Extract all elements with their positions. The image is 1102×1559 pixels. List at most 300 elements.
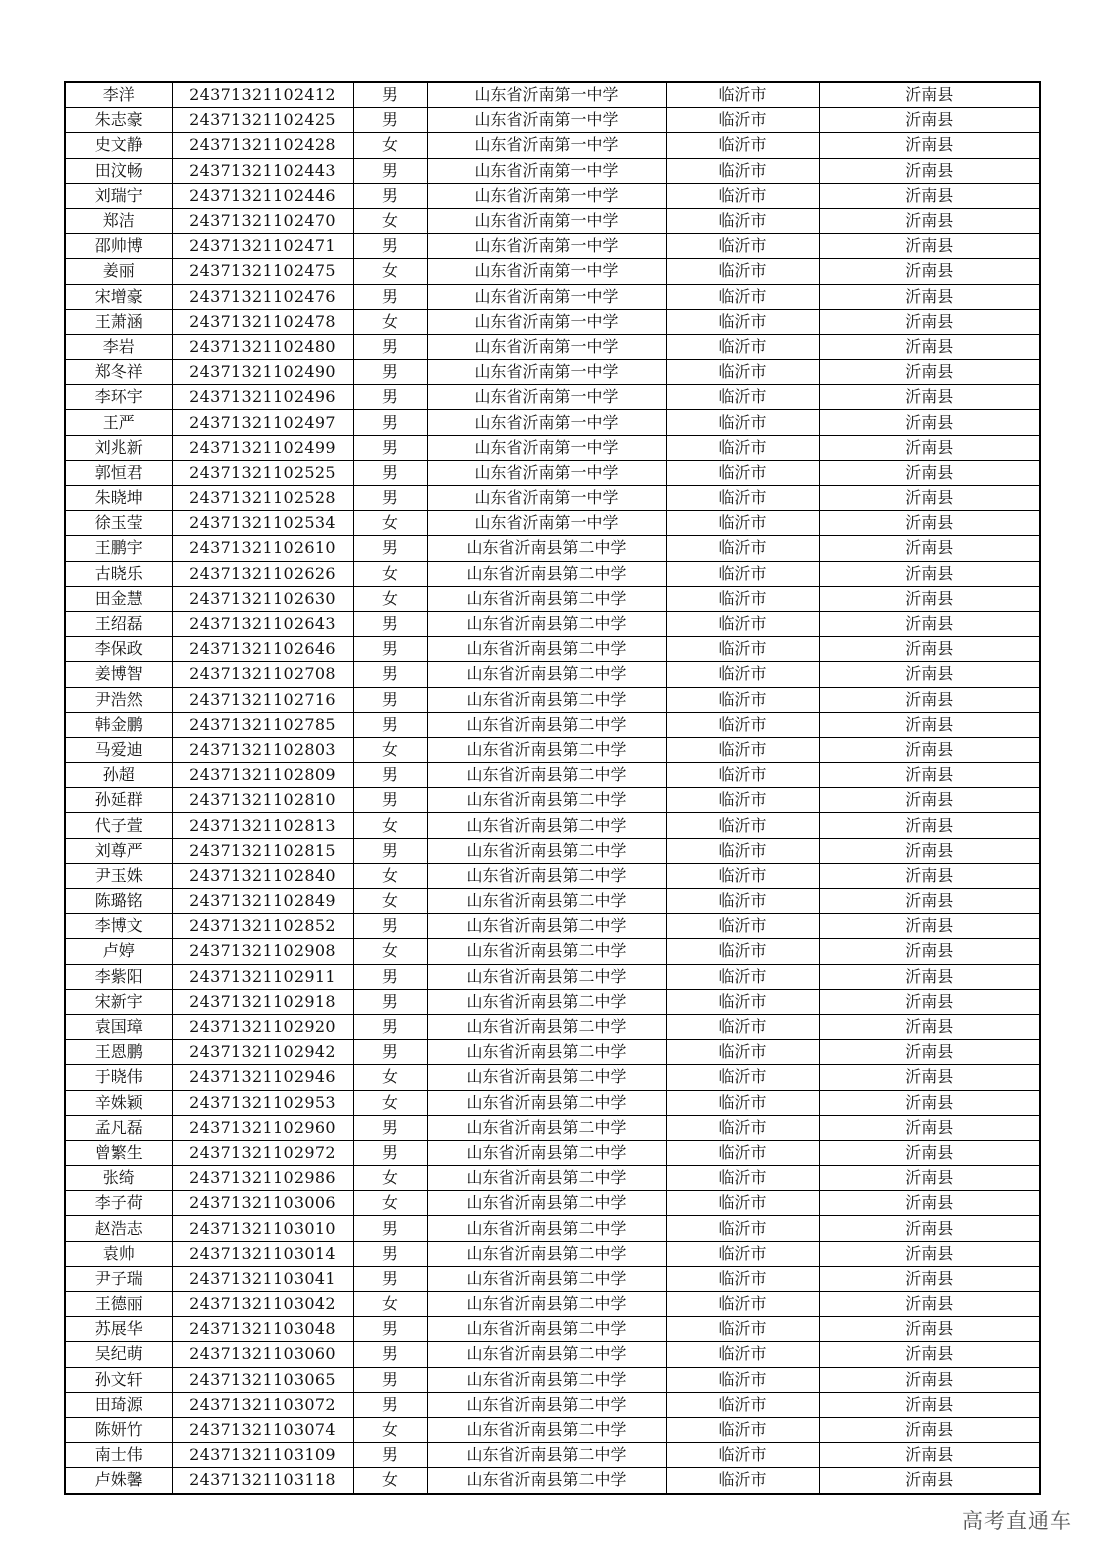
school-cell: 山东省沂南县第二中学 <box>427 1417 666 1442</box>
school-cell: 山东省沂南县第二中学 <box>427 838 666 863</box>
exam-id-cell: 24371321102443 <box>172 158 353 183</box>
school-cell: 山东省沂南县第二中学 <box>427 1241 666 1266</box>
school-cell: 山东省沂南县第二中学 <box>427 611 666 636</box>
name-cell: 王绍磊 <box>65 611 172 636</box>
school-cell: 山东省沂南县第二中学 <box>427 687 666 712</box>
school-cell: 山东省沂南县第二中学 <box>427 1140 666 1165</box>
gender-cell: 男 <box>353 410 427 435</box>
exam-id-cell: 24371321102813 <box>172 813 353 838</box>
table-row <box>65 1040 1040 1065</box>
school-cell: 山东省沂南县第二中学 <box>427 1317 666 1342</box>
county-cell: 沂南县 <box>819 964 1040 989</box>
exam-id-cell: 24371321102815 <box>172 838 353 863</box>
gender-cell: 男 <box>353 158 427 183</box>
gender-cell: 女 <box>353 1166 427 1191</box>
school-cell: 山东省沂南第一中学 <box>427 158 666 183</box>
exam-id-cell: 24371321102412 <box>172 82 353 108</box>
gender-cell: 女 <box>353 1065 427 1090</box>
city-cell: 临沂市 <box>666 712 819 737</box>
city-cell: 临沂市 <box>666 611 819 636</box>
city-cell: 临沂市 <box>666 1090 819 1115</box>
city-cell: 临沂市 <box>666 914 819 939</box>
gender-cell: 女 <box>353 939 427 964</box>
city-cell: 临沂市 <box>666 1065 819 1090</box>
county-cell: 沂南县 <box>819 1216 1040 1241</box>
table-row <box>65 788 1040 813</box>
county-cell: 沂南县 <box>819 763 1040 788</box>
name-cell: 孙延群 <box>65 788 172 813</box>
exam-id-cell: 24371321102716 <box>172 687 353 712</box>
county-cell: 沂南县 <box>819 1342 1040 1367</box>
table-row <box>65 183 1040 208</box>
city-cell: 临沂市 <box>666 1317 819 1342</box>
school-cell: 山东省沂南县第二中学 <box>427 1115 666 1140</box>
gender-cell: 男 <box>353 360 427 385</box>
county-cell: 沂南县 <box>819 234 1040 259</box>
city-cell: 临沂市 <box>666 561 819 586</box>
exam-id-cell: 24371321103042 <box>172 1292 353 1317</box>
gender-cell: 男 <box>353 838 427 863</box>
school-cell: 山东省沂南县第二中学 <box>427 863 666 888</box>
exam-id-cell: 24371321102810 <box>172 788 353 813</box>
county-cell: 沂南县 <box>819 989 1040 1014</box>
name-cell: 郑洁 <box>65 208 172 233</box>
city-cell: 临沂市 <box>666 1166 819 1191</box>
city-cell: 临沂市 <box>666 334 819 359</box>
school-cell: 山东省沂南第一中学 <box>427 183 666 208</box>
name-cell: 张绮 <box>65 1166 172 1191</box>
name-cell: 苏展华 <box>65 1317 172 1342</box>
county-cell: 沂南县 <box>819 561 1040 586</box>
gender-cell: 女 <box>353 813 427 838</box>
city-cell: 临沂市 <box>666 1115 819 1140</box>
table-row <box>65 309 1040 334</box>
city-cell: 临沂市 <box>666 1468 819 1494</box>
city-cell: 临沂市 <box>666 637 819 662</box>
table-row <box>65 1191 1040 1216</box>
name-cell: 姜丽 <box>65 259 172 284</box>
name-cell: 于晓伟 <box>65 1065 172 1090</box>
exam-id-cell: 24371321102785 <box>172 712 353 737</box>
exam-id-cell: 24371321103014 <box>172 1241 353 1266</box>
city-cell: 临沂市 <box>666 1191 819 1216</box>
table-row <box>65 1367 1040 1392</box>
exam-id-cell: 24371321103006 <box>172 1191 353 1216</box>
city-cell: 临沂市 <box>666 788 819 813</box>
gender-cell: 男 <box>353 1140 427 1165</box>
exam-id-cell: 24371321102497 <box>172 410 353 435</box>
gender-cell: 男 <box>353 611 427 636</box>
school-cell: 山东省沂南县第二中学 <box>427 737 666 762</box>
school-cell: 山东省沂南县第二中学 <box>427 914 666 939</box>
table-row <box>65 259 1040 284</box>
name-cell: 宋新宇 <box>65 989 172 1014</box>
exam-id-cell: 24371321102528 <box>172 486 353 511</box>
county-cell: 沂南县 <box>819 687 1040 712</box>
table-row <box>65 611 1040 636</box>
exam-id-cell: 24371321102708 <box>172 662 353 687</box>
exam-id-cell: 24371321102610 <box>172 536 353 561</box>
exam-id-cell: 24371321102534 <box>172 511 353 536</box>
gender-cell: 女 <box>353 1292 427 1317</box>
city-cell: 临沂市 <box>666 410 819 435</box>
county-cell: 沂南县 <box>819 889 1040 914</box>
name-cell: 田汶畅 <box>65 158 172 183</box>
gender-cell: 男 <box>353 385 427 410</box>
name-cell: 徐玉莹 <box>65 511 172 536</box>
exam-id-cell: 24371321102918 <box>172 989 353 1014</box>
table-row <box>65 82 1040 108</box>
school-cell: 山东省沂南县第二中学 <box>427 637 666 662</box>
city-cell: 临沂市 <box>666 460 819 485</box>
name-cell: 赵浩志 <box>65 1216 172 1241</box>
city-cell: 临沂市 <box>666 82 819 108</box>
table-row <box>65 1417 1040 1442</box>
county-cell: 沂南县 <box>819 486 1040 511</box>
gender-cell: 女 <box>353 208 427 233</box>
county-cell: 沂南县 <box>819 1367 1040 1392</box>
table-row <box>65 284 1040 309</box>
name-cell: 朱志豪 <box>65 108 172 133</box>
city-cell: 临沂市 <box>666 989 819 1014</box>
name-cell: 李洋 <box>65 82 172 108</box>
school-cell: 山东省沂南县第二中学 <box>427 1166 666 1191</box>
city-cell: 临沂市 <box>666 586 819 611</box>
county-cell: 沂南县 <box>819 334 1040 359</box>
table-row <box>65 536 1040 561</box>
school-cell: 山东省沂南第一中学 <box>427 259 666 284</box>
name-cell: 李环宇 <box>65 385 172 410</box>
county-cell: 沂南县 <box>819 586 1040 611</box>
name-cell: 邵帅博 <box>65 234 172 259</box>
city-cell: 临沂市 <box>666 1216 819 1241</box>
school-cell: 山东省沂南县第二中学 <box>427 662 666 687</box>
table-row <box>65 108 1040 133</box>
county-cell: 沂南县 <box>819 309 1040 334</box>
exam-id-cell: 24371321103041 <box>172 1266 353 1291</box>
name-cell: 马爱迪 <box>65 737 172 762</box>
student-roster-table <box>64 81 1041 1495</box>
city-cell: 临沂市 <box>666 133 819 158</box>
name-cell: 李博文 <box>65 914 172 939</box>
name-cell: 南士伟 <box>65 1443 172 1468</box>
school-cell: 山东省沂南第一中学 <box>427 334 666 359</box>
city-cell: 临沂市 <box>666 1241 819 1266</box>
name-cell: 王鹏宇 <box>65 536 172 561</box>
county-cell: 沂南县 <box>819 1241 1040 1266</box>
school-cell: 山东省沂南县第二中学 <box>427 1443 666 1468</box>
name-cell: 郑冬祥 <box>65 360 172 385</box>
table-row <box>65 763 1040 788</box>
exam-id-cell: 24371321102480 <box>172 334 353 359</box>
school-cell: 山东省沂南县第二中学 <box>427 1292 666 1317</box>
school-cell: 山东省沂南第一中学 <box>427 133 666 158</box>
table-row <box>65 334 1040 359</box>
table-row <box>65 1392 1040 1417</box>
gender-cell: 女 <box>353 259 427 284</box>
county-cell: 沂南县 <box>819 611 1040 636</box>
exam-id-cell: 24371321102525 <box>172 460 353 485</box>
name-cell: 史文静 <box>65 133 172 158</box>
name-cell: 孟凡磊 <box>65 1115 172 1140</box>
school-cell: 山东省沂南县第二中学 <box>427 1392 666 1417</box>
school-cell: 山东省沂南县第二中学 <box>427 536 666 561</box>
county-cell: 沂南县 <box>819 1417 1040 1442</box>
table-row <box>65 486 1040 511</box>
table-row <box>65 1342 1040 1367</box>
exam-id-cell: 24371321103109 <box>172 1443 353 1468</box>
name-cell: 尹玉姝 <box>65 863 172 888</box>
exam-id-cell: 24371321102840 <box>172 863 353 888</box>
county-cell: 沂南县 <box>819 737 1040 762</box>
gender-cell: 女 <box>353 737 427 762</box>
gender-cell: 男 <box>353 1115 427 1140</box>
name-cell: 袁帅 <box>65 1241 172 1266</box>
table-row <box>65 939 1040 964</box>
exam-id-cell: 24371321102946 <box>172 1065 353 1090</box>
school-cell: 山东省沂南第一中学 <box>427 108 666 133</box>
city-cell: 临沂市 <box>666 1140 819 1165</box>
table-row <box>65 511 1040 536</box>
school-cell: 山东省沂南第一中学 <box>427 234 666 259</box>
exam-id-cell: 24371321102852 <box>172 914 353 939</box>
county-cell: 沂南县 <box>819 863 1040 888</box>
gender-cell: 男 <box>353 234 427 259</box>
exam-id-cell: 24371321102920 <box>172 1014 353 1039</box>
table-row <box>65 1241 1040 1266</box>
gender-cell: 男 <box>353 637 427 662</box>
county-cell: 沂南县 <box>819 712 1040 737</box>
city-cell: 临沂市 <box>666 763 819 788</box>
county-cell: 沂南县 <box>819 1317 1040 1342</box>
table-row <box>65 410 1040 435</box>
gender-cell: 男 <box>353 763 427 788</box>
table-row <box>65 133 1040 158</box>
city-cell: 临沂市 <box>666 1367 819 1392</box>
gender-cell: 男 <box>353 964 427 989</box>
county-cell: 沂南县 <box>819 1443 1040 1468</box>
table-row <box>65 1166 1040 1191</box>
gender-cell: 男 <box>353 183 427 208</box>
county-cell: 沂南县 <box>819 133 1040 158</box>
gender-cell: 男 <box>353 536 427 561</box>
school-cell: 山东省沂南县第二中学 <box>427 712 666 737</box>
school-cell: 山东省沂南县第二中学 <box>427 1191 666 1216</box>
city-cell: 临沂市 <box>666 208 819 233</box>
school-cell: 山东省沂南县第二中学 <box>427 1014 666 1039</box>
exam-id-cell: 24371321102428 <box>172 133 353 158</box>
gender-cell: 男 <box>353 82 427 108</box>
name-cell: 朱晓坤 <box>65 486 172 511</box>
county-cell: 沂南县 <box>819 208 1040 233</box>
table-row <box>65 561 1040 586</box>
city-cell: 临沂市 <box>666 1040 819 1065</box>
city-cell: 临沂市 <box>666 108 819 133</box>
gender-cell: 男 <box>353 1014 427 1039</box>
table-row <box>65 1468 1040 1494</box>
county-cell: 沂南县 <box>819 536 1040 561</box>
school-cell: 山东省沂南县第二中学 <box>427 939 666 964</box>
gender-cell: 男 <box>353 1342 427 1367</box>
table-row <box>65 863 1040 888</box>
school-cell: 山东省沂南第一中学 <box>427 284 666 309</box>
city-cell: 临沂市 <box>666 1292 819 1317</box>
exam-id-cell: 24371321102496 <box>172 385 353 410</box>
city-cell: 临沂市 <box>666 1014 819 1039</box>
city-cell: 临沂市 <box>666 964 819 989</box>
school-cell: 山东省沂南第一中学 <box>427 435 666 460</box>
city-cell: 临沂市 <box>666 813 819 838</box>
gender-cell: 男 <box>353 108 427 133</box>
exam-id-cell: 24371321102446 <box>172 183 353 208</box>
county-cell: 沂南县 <box>819 385 1040 410</box>
city-cell: 临沂市 <box>666 1443 819 1468</box>
school-cell: 山东省沂南第一中学 <box>427 486 666 511</box>
city-cell: 临沂市 <box>666 1266 819 1291</box>
city-cell: 临沂市 <box>666 838 819 863</box>
county-cell: 沂南县 <box>819 1065 1040 1090</box>
school-cell: 山东省沂南县第二中学 <box>427 586 666 611</box>
exam-id-cell: 24371321102960 <box>172 1115 353 1140</box>
county-cell: 沂南县 <box>819 838 1040 863</box>
exam-id-cell: 24371321102470 <box>172 208 353 233</box>
gender-cell: 男 <box>353 788 427 813</box>
exam-id-cell: 24371321102478 <box>172 309 353 334</box>
name-cell: 代子萱 <box>65 813 172 838</box>
county-cell: 沂南县 <box>819 460 1040 485</box>
school-cell: 山东省沂南县第二中学 <box>427 889 666 914</box>
name-cell: 辛姝颖 <box>65 1090 172 1115</box>
exam-id-cell: 24371321102942 <box>172 1040 353 1065</box>
name-cell: 王萧涵 <box>65 309 172 334</box>
gender-cell: 男 <box>353 1241 427 1266</box>
name-cell: 孙超 <box>65 763 172 788</box>
name-cell: 曾繁生 <box>65 1140 172 1165</box>
exam-id-cell: 24371321103074 <box>172 1417 353 1442</box>
table-row <box>65 914 1040 939</box>
city-cell: 临沂市 <box>666 662 819 687</box>
name-cell: 吴纪萌 <box>65 1342 172 1367</box>
name-cell: 李紫阳 <box>65 964 172 989</box>
city-cell: 临沂市 <box>666 486 819 511</box>
city-cell: 临沂市 <box>666 309 819 334</box>
school-cell: 山东省沂南第一中学 <box>427 208 666 233</box>
table-row <box>65 1090 1040 1115</box>
gender-cell: 女 <box>353 1191 427 1216</box>
gender-cell: 男 <box>353 1392 427 1417</box>
school-cell: 山东省沂南县第二中学 <box>427 964 666 989</box>
exam-id-cell: 24371321102490 <box>172 360 353 385</box>
gender-cell: 男 <box>353 435 427 460</box>
county-cell: 沂南县 <box>819 108 1040 133</box>
school-cell: 山东省沂南第一中学 <box>427 82 666 108</box>
exam-id-cell: 24371321102809 <box>172 763 353 788</box>
school-cell: 山东省沂南第一中学 <box>427 309 666 334</box>
gender-cell: 女 <box>353 1417 427 1442</box>
county-cell: 沂南县 <box>819 788 1040 813</box>
exam-id-cell: 24371321103060 <box>172 1342 353 1367</box>
city-cell: 临沂市 <box>666 435 819 460</box>
gender-cell: 男 <box>353 914 427 939</box>
county-cell: 沂南县 <box>819 1292 1040 1317</box>
exam-id-cell: 24371321102911 <box>172 964 353 989</box>
gender-cell: 男 <box>353 662 427 687</box>
table-row <box>65 1014 1040 1039</box>
gender-cell: 男 <box>353 1040 427 1065</box>
gender-cell: 男 <box>353 989 427 1014</box>
gender-cell: 男 <box>353 486 427 511</box>
school-cell: 山东省沂南县第二中学 <box>427 989 666 1014</box>
school-cell: 山东省沂南第一中学 <box>427 511 666 536</box>
gender-cell: 男 <box>353 1216 427 1241</box>
school-cell: 山东省沂南第一中学 <box>427 385 666 410</box>
city-cell: 临沂市 <box>666 939 819 964</box>
county-cell: 沂南县 <box>819 1166 1040 1191</box>
table-row <box>65 1065 1040 1090</box>
exam-id-cell: 24371321103010 <box>172 1216 353 1241</box>
county-cell: 沂南县 <box>819 1115 1040 1140</box>
table-row <box>65 737 1040 762</box>
gender-cell: 男 <box>353 1367 427 1392</box>
city-cell: 临沂市 <box>666 284 819 309</box>
school-cell: 山东省沂南县第二中学 <box>427 763 666 788</box>
county-cell: 沂南县 <box>819 1191 1040 1216</box>
table-row <box>65 687 1040 712</box>
city-cell: 临沂市 <box>666 183 819 208</box>
table-row <box>65 586 1040 611</box>
name-cell: 陈璐铭 <box>65 889 172 914</box>
exam-id-cell: 24371321102972 <box>172 1140 353 1165</box>
city-cell: 临沂市 <box>666 234 819 259</box>
county-cell: 沂南县 <box>819 637 1040 662</box>
name-cell: 王恩鹏 <box>65 1040 172 1065</box>
gender-cell: 男 <box>353 460 427 485</box>
county-cell: 沂南县 <box>819 1392 1040 1417</box>
table-row <box>65 964 1040 989</box>
name-cell: 王严 <box>65 410 172 435</box>
school-cell: 山东省沂南县第二中学 <box>427 1090 666 1115</box>
watermark-text: 高考直通车 <box>962 1509 1072 1533</box>
gender-cell: 男 <box>353 687 427 712</box>
table-row <box>65 662 1040 687</box>
gender-cell: 男 <box>353 1266 427 1291</box>
name-cell: 刘兆新 <box>65 435 172 460</box>
table-row <box>65 1216 1040 1241</box>
table-row <box>65 1317 1040 1342</box>
city-cell: 临沂市 <box>666 1417 819 1442</box>
county-cell: 沂南县 <box>819 410 1040 435</box>
gender-cell: 男 <box>353 284 427 309</box>
city-cell: 临沂市 <box>666 737 819 762</box>
school-cell: 山东省沂南第一中学 <box>427 460 666 485</box>
name-cell: 田金慧 <box>65 586 172 611</box>
exam-id-cell: 24371321102425 <box>172 108 353 133</box>
table-row <box>65 360 1040 385</box>
school-cell: 山东省沂南县第二中学 <box>427 1266 666 1291</box>
county-cell: 沂南县 <box>819 183 1040 208</box>
table-row <box>65 813 1040 838</box>
name-cell: 郭恒君 <box>65 460 172 485</box>
roster-body <box>65 82 1040 1494</box>
table-row <box>65 712 1040 737</box>
county-cell: 沂南县 <box>819 1140 1040 1165</box>
table-row <box>65 208 1040 233</box>
city-cell: 临沂市 <box>666 158 819 183</box>
county-cell: 沂南县 <box>819 360 1040 385</box>
school-cell: 山东省沂南县第二中学 <box>427 1065 666 1090</box>
exam-id-cell: 24371321102499 <box>172 435 353 460</box>
school-cell: 山东省沂南县第二中学 <box>427 1367 666 1392</box>
